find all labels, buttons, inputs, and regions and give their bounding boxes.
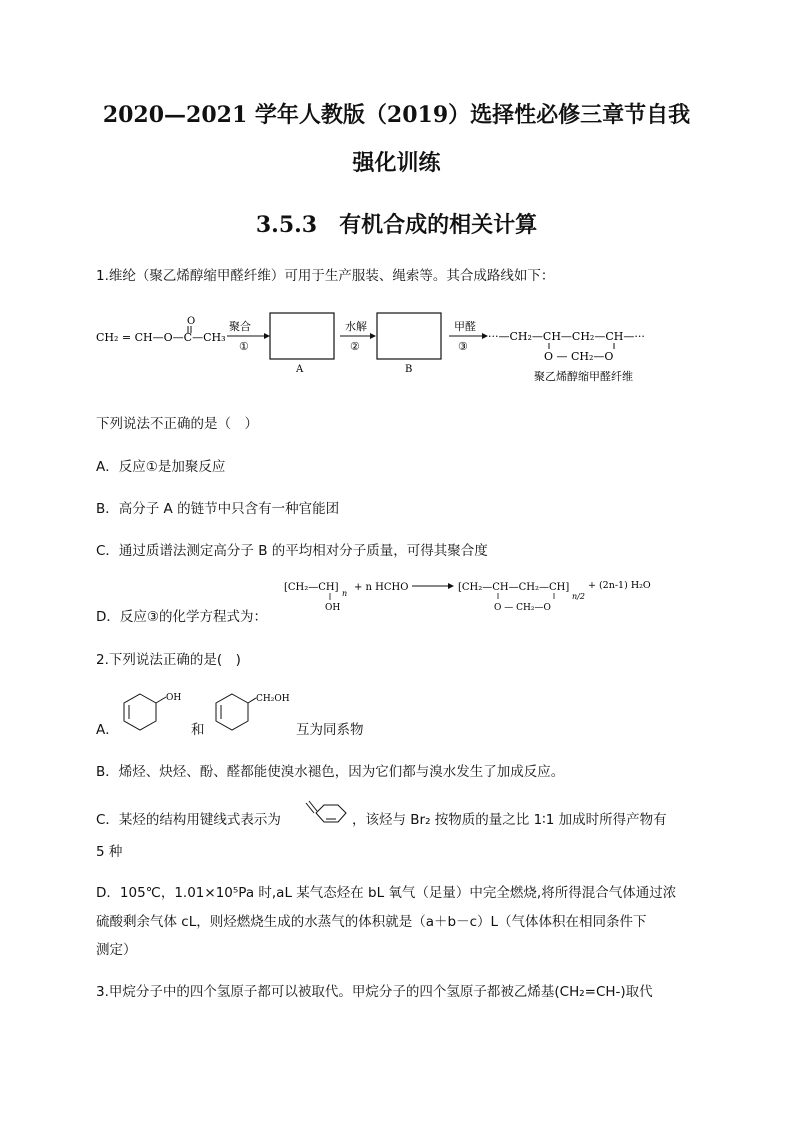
eq-left-n: n bbox=[342, 589, 348, 598]
q2-stem: 2.下列说法正确的是( ) bbox=[96, 652, 241, 668]
q1-stem: 1.维纶（聚乙烯醇缩甲醛纤维）可用于生产服装、绳索等。其合成路线如下： bbox=[96, 268, 555, 284]
eq-right-polymer: [CH₂—CH—CH₂—CH] bbox=[458, 582, 570, 593]
q1-option-d: D．反应③的化学方程式为： bbox=[96, 609, 267, 625]
eq-right-ring: O — CH₂—O bbox=[494, 603, 551, 613]
benzyl-alcohol-structure bbox=[210, 688, 300, 734]
doc-title-line2: 强化训练 bbox=[352, 150, 441, 176]
step3-reagent: 甲醛 bbox=[454, 320, 476, 333]
q1-ask: 下列说法不正确的是（ ） bbox=[96, 416, 258, 432]
box-a-label: A bbox=[296, 364, 304, 375]
q3-stem: 3.甲烷分子中的四个氢原子都可以被取代。甲烷分子的四个氢原子都被乙烯基(CH₂=CH-)取代 bbox=[96, 984, 653, 1000]
doc-title-line1: 2020—2021 学年人教版（2019）选择性必修三章节自我 bbox=[102, 102, 691, 128]
product-ring: O — CH₂—O bbox=[544, 350, 614, 363]
exo-double-bond-2 bbox=[309, 801, 317, 811]
eq-left-monomer: [CH₂—CH] bbox=[284, 582, 339, 593]
step3-number: ③ bbox=[458, 340, 468, 353]
q1-synthesis-scheme bbox=[94, 303, 654, 393]
phenol-oh: OH bbox=[166, 693, 182, 703]
q1-option-d-equation bbox=[282, 574, 662, 624]
eq-arrowhead bbox=[448, 583, 454, 589]
q2-option-a-and: 和 bbox=[191, 722, 205, 738]
q1-option-b: B．高分子 A 的链节中只含有一种官能团 bbox=[96, 501, 340, 517]
reactant-carbonyl-o: O bbox=[187, 316, 196, 327]
q2-option-c-line2: 5 种 bbox=[96, 844, 123, 860]
q2-option-a-label: A． bbox=[96, 722, 119, 738]
q2-option-b: B．烯烃、炔烃、酚、醛都能使溴水褪色，因为它们都与溴水发生了加成反应。 bbox=[96, 764, 565, 780]
eq-plus-hcho: + n HCHO bbox=[354, 582, 409, 593]
eq-right-frac: n/2 bbox=[572, 592, 585, 601]
q2-option-d-line2: 硫酸剩余气体 cL，则烃燃烧生成的水蒸气的体积就是（a＋b－c）L（气体体积在相同条件下 bbox=[96, 914, 647, 930]
eq-left-oh: OH bbox=[325, 603, 341, 613]
phenol-oh-bond bbox=[156, 697, 166, 703]
step1-number: ① bbox=[239, 340, 249, 353]
q1-option-c: C．通过质谱法测定高分子 B 的平均相对分子质量，可得其聚合度 bbox=[96, 543, 488, 559]
q2-option-d-line1: D．105℃，1.01×10⁵Pa 时,aL 某气态烃在 bL 氧气（足量）中完全燃烧,将所得混合气体通过浓 bbox=[96, 885, 677, 901]
reactant-formula: CH₂ = CH—O—C—CH₃ bbox=[96, 331, 226, 344]
q1-option-a: A．反应①是加聚反应 bbox=[96, 459, 226, 475]
benzyl-ch2oh: CH₂OH bbox=[256, 694, 290, 704]
step2-reagent: 水解 bbox=[345, 320, 367, 333]
step1-reagent: 聚合 bbox=[229, 320, 251, 333]
step2-number: ② bbox=[350, 340, 360, 353]
product-chain: ···—CH₂—CH—CH₂—CH—··· bbox=[488, 330, 645, 343]
q2-option-d-line3: 测定） bbox=[96, 942, 137, 958]
benzyl-ch2oh-bond bbox=[248, 698, 256, 703]
product-name: 聚乙烯醇缩甲醛纤维 bbox=[534, 370, 633, 383]
methylenecyclohexene-structure bbox=[302, 797, 352, 831]
box-b-label: B bbox=[405, 364, 413, 375]
q2-option-c-pre: C．某烃的结构用键线式表示为 bbox=[96, 812, 281, 828]
section-title: 3.5.3 有机合成的相关计算 bbox=[255, 212, 538, 238]
eq-water: + (2n-1) H₂O bbox=[588, 580, 651, 591]
q2-option-a-tail: 互为同系物 bbox=[296, 722, 364, 738]
phenol-structure bbox=[118, 688, 182, 734]
q2-option-c-post: ，该烃与 Br₂ 按物质的量之比 1∶1 加成时所得产物有 bbox=[352, 812, 667, 828]
exo-double-bond-1 bbox=[306, 803, 314, 813]
